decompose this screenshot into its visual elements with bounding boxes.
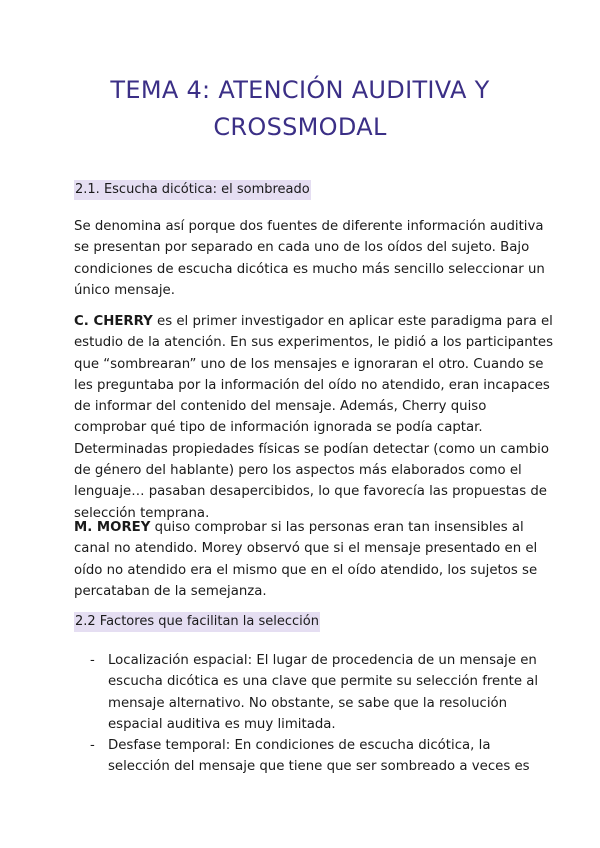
document-title bbox=[0, 72, 600, 146]
title-line: CROSSMODAL bbox=[213, 113, 387, 141]
text-line: de informar del contenido del mensaje. Además, Cherry quiso bbox=[74, 399, 487, 415]
text-line: comprobar qué tipo de información ignorada se podía captar. bbox=[74, 420, 483, 436]
text-line: les preguntaba por la información del oído no atendido, eran incapaces bbox=[74, 377, 550, 393]
text-line: de género del hablante) pero los aspectos más elaborados como el bbox=[74, 463, 522, 479]
text-line: mensaje alternativo. No obstante, se sabe que la resolución bbox=[108, 695, 508, 711]
text-span: es el primer investigador en aplicar este paradigma para el bbox=[152, 314, 553, 329]
list-item bbox=[90, 650, 550, 735]
text-line: Desfase temporal: En condiciones de escucha dicótica, la bbox=[108, 738, 491, 754]
text-line: selección del mensaje que tiene que ser sombreado a veces es bbox=[108, 759, 530, 775]
text-line: condiciones de escucha dicótica es mucho más sencillo seleccionar un bbox=[74, 261, 545, 277]
bold-name: C. CHERRY bbox=[74, 314, 153, 329]
factors-list bbox=[90, 650, 550, 778]
text-line: selección temprana. bbox=[74, 505, 210, 521]
section-heading-2-2: 2.2 Factores que facilitan la selección bbox=[74, 612, 320, 632]
bold-name: M. MOREY bbox=[74, 520, 151, 535]
text-line: Se denomina así porque dos fuentes de diferente información auditiva bbox=[74, 219, 544, 234]
text-line: canal no atendido. Morey observó que si el mensaje presentado en el bbox=[74, 541, 538, 557]
paragraph-morey bbox=[74, 517, 544, 602]
title-line: TEMA 4: ATENCIÓN AUDITIVA Y bbox=[110, 76, 490, 104]
text-line: percataban de la semejanza. bbox=[74, 583, 267, 599]
text-line: único mensaje. bbox=[74, 282, 175, 298]
bullet-dash: - bbox=[90, 653, 95, 668]
text-line: estudio de la atención. En sus experimentos, le pidió a los participantes bbox=[74, 335, 554, 351]
text-line: Determinadas propiedades físicas se podían detectar (como un cambio bbox=[74, 441, 549, 457]
text-line: oído no atendido era el mismo que en el oído atendido, los sujetos se bbox=[74, 562, 538, 578]
paragraph-cherry bbox=[74, 311, 554, 524]
text-line: espacial auditiva es muy limitada. bbox=[108, 716, 336, 732]
text-line: se presentan por separado en cada uno de los oídos del sujeto. Bajo bbox=[74, 240, 530, 256]
bullet-dash: - bbox=[90, 738, 95, 754]
text-line bbox=[74, 517, 544, 538]
text-span: quiso comprobar si las personas eran tan insensibles al bbox=[150, 520, 524, 535]
section-heading-2-1: 2.1. Escucha dicótica: el sombreado bbox=[74, 180, 311, 200]
text-line: que “sombrearan” uno de los mensajes e ignoraran el otro. Cuando se bbox=[74, 356, 544, 372]
text-line: Localización espacial: El lugar de procedencia de un mensaje en bbox=[108, 653, 537, 668]
paragraph-dichotic bbox=[74, 216, 544, 301]
text-line bbox=[74, 311, 553, 332]
text-line: escucha dicótica es una clave que permite su selección frente al bbox=[108, 674, 539, 690]
text-line: lenguaje… pasaban desapercibidos, lo que favorecía las propuestas de bbox=[74, 484, 547, 500]
list-item bbox=[90, 735, 550, 778]
